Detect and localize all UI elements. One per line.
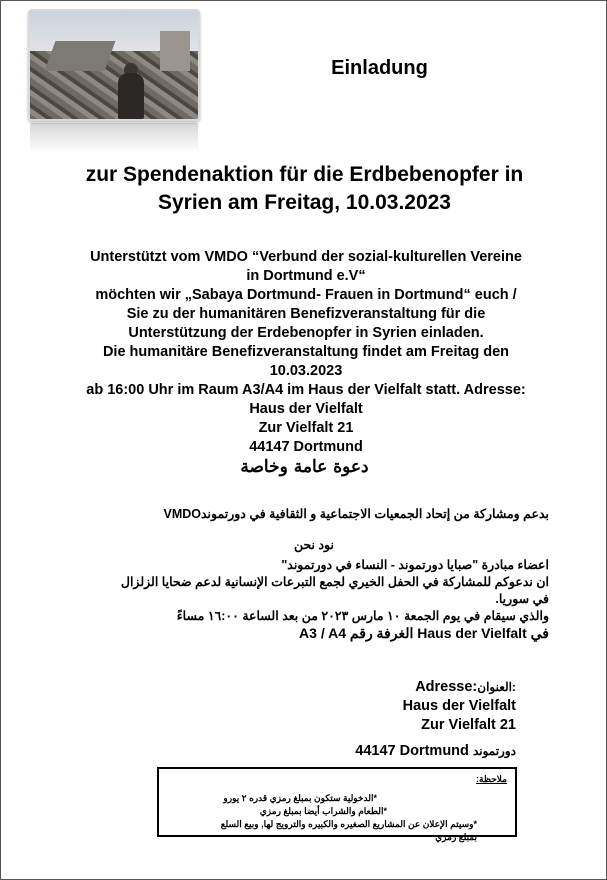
note-line: *وسيتم الإعلان عن المشاريع الصغيره والكبيره والترويج لها, وبيع السلع بمبلغ رمزي [220, 819, 477, 842]
address-name: Haus der Vielfalt [402, 698, 516, 714]
arabic-we-would: نود نحن [293, 538, 334, 552]
address-label-de: Adresse: [415, 679, 478, 695]
body-line: Die humanitäre Benefizveranstaltung findet am Freitag den [102, 344, 510, 360]
address-label [415, 679, 516, 695]
arabic-room-venue: Haus der Vielfalt [417, 625, 527, 641]
address-city-de: 44147 Dortmund [355, 743, 469, 759]
arabic-room-number: A3 / A4 [299, 625, 346, 641]
subtitle-line-2: Syrien am Freitag, 10.03.2023 [157, 191, 451, 214]
arabic-time-line: والذي سيقام في يوم الجمعة ١٠ مارس ٢٠٢٣ من بعد الساعة ١٦:٠٠ مساءً [176, 609, 549, 623]
arabic-invitation [69, 557, 549, 642]
body-line: Zur Vielfalt 21 [258, 420, 354, 436]
body-line: Haus der Vielfalt [249, 401, 363, 417]
note-box [157, 767, 517, 842]
photo-rubble-slab [45, 41, 116, 71]
body-line: ab 16:00 Uhr im Raum A3/A4 im Haus der Vielfalt statt. Adresse: [86, 382, 526, 398]
arabic-room-line [69, 625, 549, 642]
arabic-heading: دعوة عامة وخاصة [240, 457, 369, 477]
german-body [56, 248, 556, 457]
body-line: 10.03.2023 [269, 363, 343, 379]
address-street: Zur Vielfalt 21 [421, 717, 516, 733]
arabic-invite-line: ان ندعوكم للمشاركة في الحفل الخيري لجمع التبرعات الإنسانية لدعم ضحايا الزلزال [120, 575, 549, 589]
arabic-room-word: الغرفة رقم [349, 625, 414, 641]
subtitle-line-1: zur Spendenaktion für die Erdbebenopfer in [85, 163, 524, 186]
address-city [355, 743, 516, 759]
arabic-members-line: اعضاء مبادرة "صبايا دورتموند - النساء في دورتموند" [281, 558, 549, 572]
note-line: *الدخولية ستكون بمبلغ رمزي قدره ٢ يورو [223, 793, 377, 803]
body-line: Unterstützung der Erdebenopfer in Syrien einladen. [128, 325, 484, 341]
photo-reflection [30, 123, 198, 153]
body-line: möchten wir „Sabaya Dortmund- Frauen in Dortmund“ euch / [95, 287, 517, 303]
arabic-room-prefix: في [530, 625, 549, 641]
body-line: in Dortmund e.V“ [246, 268, 366, 284]
body-line: Sie zu der humanitären Benefizveranstaltung für die [126, 306, 486, 322]
body-line: 44147 Dortmund [249, 439, 363, 455]
page-title: Einladung [331, 57, 428, 79]
note-line: *الطعام والشراب أيضا بمبلغ رمزي [259, 806, 387, 816]
arabic-support-line: بدعم ومشاركة من إتحاد الجمعيات الاجتماعية و الثقافية في دورتموندVMDO [163, 507, 549, 521]
address-city-ar: دورتموند [472, 744, 516, 758]
arabic-invite-line-2: في سوريا. [495, 592, 549, 606]
event-subtitle [1, 161, 607, 217]
address-label-ar: العنوان: [477, 680, 516, 694]
note-lines [167, 792, 507, 844]
photo-person [118, 73, 144, 119]
body-line: Unterstützt vom VMDO “Verbund der sozial-kulturellen Vereine [90, 249, 522, 265]
note-heading: ملاحظة: [476, 774, 507, 784]
